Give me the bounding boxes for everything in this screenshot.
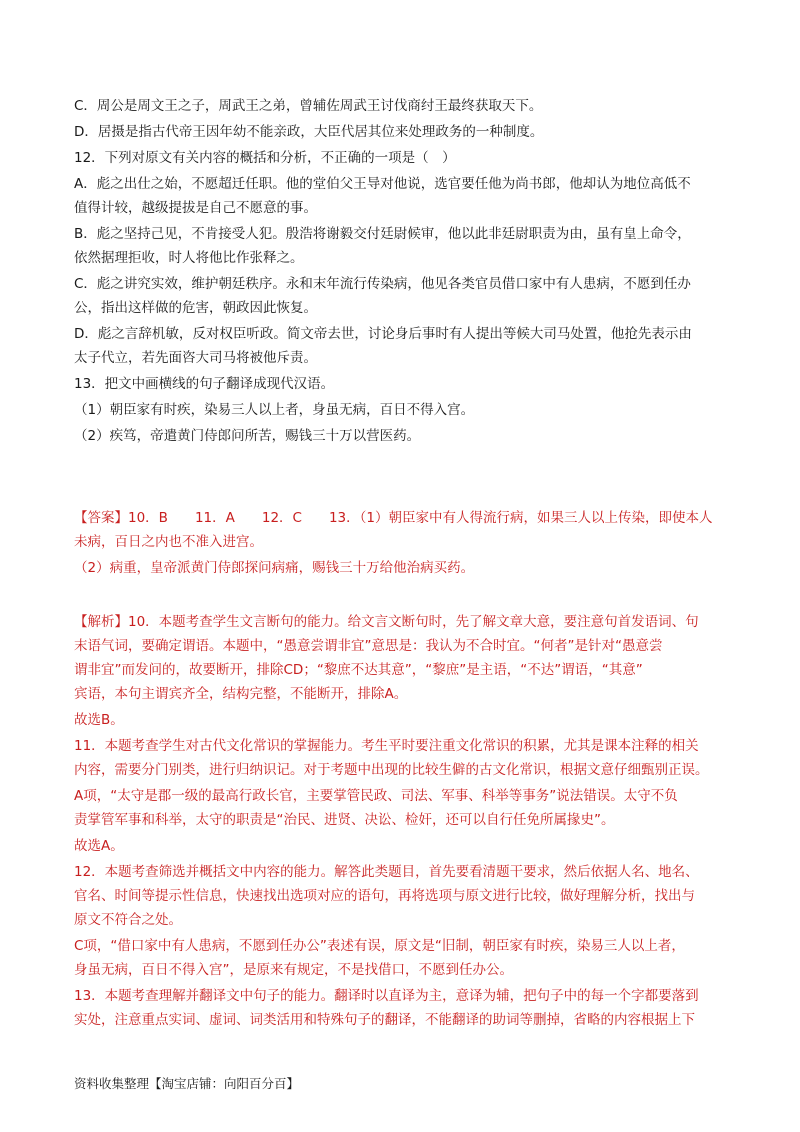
text-line-exp-9: 责掌管军事和科举，太守的职责是“治民、进贤、决讼、检奸，还可以自行任免所属掾史”。 [74,812,615,828]
text-line-exp-12: 官名、时间等提示性信息，快速找出选项对应的语句，再将选项与原文进行比较，做好理解分析，找出与 [74,888,695,904]
text-line-exp-6: 11．本题考查学生对古代文化常识的掌握能力。考生平时要注重文化常识的积累，尤其是课本注释的相关 [74,738,699,754]
text-line-exp-10: 故选A。 [74,838,124,854]
text-line-q13-2: （2）疾笃，帝遣黄门侍郎问所苦，赐钱三十万以营医药。 [74,428,421,444]
text-line-q12d-2: 太子代立，若先面咨大司马将被他斥责。 [74,350,317,366]
text-line-exp-7: 内容，需要分门别类，进行归纳识记。对于考题中出现的比较生僻的古文化常识，根据文意仔细甄别正误。 [74,762,709,778]
text-line-exp-1: 【解析】10．本题考查学生文言断句的能力。给文言文断句时，先了解文章大意，要注意句首发语词、句 [74,614,699,630]
text-line-exp-3: 谓非宜”而发问的，故要断开，排除CD；“黎庶不达其意”，“黎庶”是主语，“不达”谓语，“其意” [74,662,643,678]
text-line-exp-5: 故选B。 [74,712,124,728]
text-line-ans-1: 【答案】10．B 11．A 12．C 13．（1）朝臣家中有人得流行病，如果三人以上传染，即使本人 [74,510,713,526]
text-line-q12a-2: 值得计较，越级提拔是自己不愿意的事。 [74,200,317,216]
text-line-q12b-1: B．彪之坚持己见，不肯接受人犯。殷浩将谢毅交付廷尉候审，他以此非廷尉职责为由，虽有皇上命令， [74,226,691,242]
text-line-ans-3: （2）病重，皇帝派黄门侍郎探问病痛，赐钱三十万给他治病买药。 [74,560,475,576]
text-line-q13: 13．把文中画横线的句子翻译成现代汉语。 [74,376,335,392]
text-line-exp-16: 13．本题考查理解并翻译文中句子的能力。翻译时以直译为主，意译为辅，把句子中的每一个字都要落到 [74,988,699,1004]
text-line-q13-1: （1）朝臣家有时疾，染易三人以上者，身虽无病，百日不得入宫。 [74,402,475,418]
text-line-exp-17: 实处，注意重点实词、虚词、词类活用和特殊句子的翻译，不能翻译的助词等删掉，省略的内容根据上下 [74,1012,695,1028]
text-line-q12d-1: D．彪之言辞机敏，反对权臣听政。简文帝去世，讨论身后事时有人提出等候大司马处置，他抢先表示由 [74,326,692,342]
page-footer: 资料收集整理【淘宝店铺：向阳百分百】 [74,1076,300,1091]
text-line-exp-15: 身虽无病，百日不得入宫”，是原来有规定，不是找借口，不愿到任办公。 [74,962,513,978]
text-line-exp-2: 末语气词，要确定谓语。本题中，“愚意尝谓非宜”意思是：我认为不合时宜。“何者”是针对“愚意尝 [74,638,663,654]
text-line-q12c-2: 公，指出这样做的危害，朝政因此恢复。 [74,300,317,316]
text-line-opt-11d: D．居摄是指古代帝王因年幼不能亲政，大臣代居其位来处理政务的一种制度。 [74,124,544,140]
text-line-exp-14: C项，“借口家中有人患病，不愿到任办公”表述有误，原文是“旧制，朝臣家有时疾，染易三人以上者， [74,938,685,954]
text-line-ans-2: 未病，百日之内也不准入进宫。 [74,534,263,550]
text-line-opt-11c: C．周公是周文王之子，周武王之弟，曾辅佐周武王讨伐商纣王最终获取天下。 [74,98,543,114]
text-line-q12: 12．下列对原文有关内容的概括和分析，不正确的一项是（ ） [74,150,456,166]
text-line-exp-8: A项，“太守是郡一级的最高行政长官，主要掌管民政、司法、军事、科举等事务”说法错误。太守不负 [74,788,678,804]
text-line-q12a-1: A．彪之出仕之始，不愿超迁任职。他的堂伯父王导对他说，选官要任他为尚书郎，他却认为地位高低不 [74,176,691,192]
text-line-q12b-2: 依然据理拒收，时人将他比作张释之。 [74,250,304,266]
text-line-exp-11: 12．本题考查筛选并概括文中内容的能力。解答此类题目，首先要看清题干要求，然后依据人名、地名、 [74,864,699,880]
text-line-q12c-1: C．彪之讲究实效，维护朝廷秩序。永和末年流行传染病，他见各类官员借口家中有人患病，不愿到任办 [74,276,691,292]
text-line-exp-13: 原文不符合之处。 [74,912,182,928]
text-line-exp-4: 宾语，本句主谓宾齐全，结构完整，不能断开，排除A。 [74,686,408,702]
